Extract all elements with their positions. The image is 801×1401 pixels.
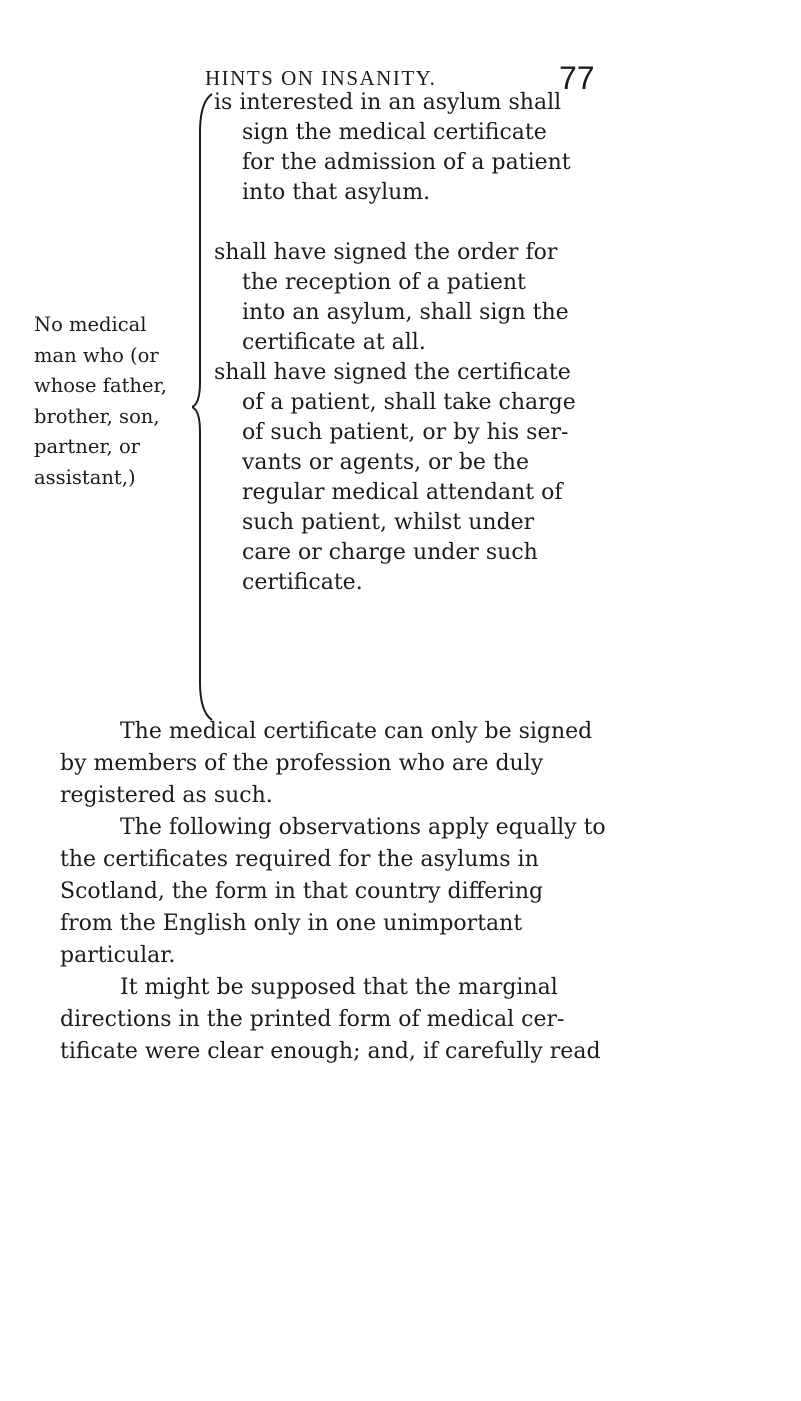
running-title: HINTS ON INSANITY. bbox=[205, 66, 437, 90]
clause-line: into that asylum. bbox=[242, 180, 431, 205]
page-number: 77 bbox=[559, 60, 595, 96]
clause-line: certificate. bbox=[242, 570, 363, 595]
side-note-line: brother, son, bbox=[34, 404, 160, 428]
clause-line: vants or agents, or be the bbox=[242, 450, 529, 475]
curly-brace bbox=[192, 92, 216, 722]
clause-line: into an asylum, shall sign the bbox=[242, 300, 569, 325]
clause-signed-certificate bbox=[214, 358, 784, 598]
paragraph-line: The medical certificate can only be signed bbox=[120, 719, 593, 744]
paragraph bbox=[60, 972, 778, 1068]
clause-line: the reception of a patient bbox=[242, 270, 526, 295]
paragraph-line: the certificates required for the asylums in bbox=[60, 847, 539, 872]
clause-interested-in-asylum bbox=[214, 88, 784, 208]
paragraph-line: from the English only in one unimportant bbox=[60, 911, 523, 936]
side-note-line: assistant,) bbox=[34, 465, 136, 489]
paragraph-line: The following observations apply equally to bbox=[120, 815, 606, 840]
side-note-line: man who (or bbox=[34, 343, 159, 367]
clause-line: such patient, whilst under bbox=[242, 510, 535, 535]
clause-line: for the admission of a patient bbox=[242, 150, 571, 175]
side-note-line: partner, or bbox=[34, 435, 141, 458]
paragraph-line: It might be supposed that the marginal bbox=[120, 975, 558, 1000]
paragraph-line: by members of the profession who are duly bbox=[60, 751, 544, 776]
paragraph-line: tificate were clear enough; and, if carefully read bbox=[60, 1039, 601, 1064]
clause-line: care or charge under such bbox=[242, 540, 538, 565]
clause-line: regular medical attendant of bbox=[242, 480, 563, 505]
clause-line: of such patient, or by his ser- bbox=[242, 420, 569, 445]
paragraph-line: particular. bbox=[60, 943, 176, 968]
clause-line: of a patient, shall take charge bbox=[242, 390, 576, 415]
clause-line: sign the medical certificate bbox=[242, 120, 547, 145]
clause-line: certificate at all. bbox=[242, 330, 426, 355]
paragraph-line: registered as such. bbox=[60, 783, 273, 808]
clause-line: shall have signed the order for bbox=[214, 240, 558, 265]
body-text bbox=[60, 716, 778, 1068]
paragraph bbox=[60, 812, 778, 972]
side-note-line: whose father, bbox=[34, 374, 167, 397]
side-note-line: No medical bbox=[34, 313, 147, 336]
clause-signed-order bbox=[214, 238, 784, 358]
paragraph-line: directions in the printed form of medical cer- bbox=[60, 1007, 565, 1032]
clause-line: shall have signed the certificate bbox=[214, 360, 571, 385]
paragraph bbox=[60, 716, 778, 812]
marginal-side-note bbox=[34, 310, 214, 493]
paragraph-line: Scotland, the form in that country differing bbox=[60, 879, 544, 904]
clause-line: is interested in an asylum shall bbox=[214, 90, 562, 115]
